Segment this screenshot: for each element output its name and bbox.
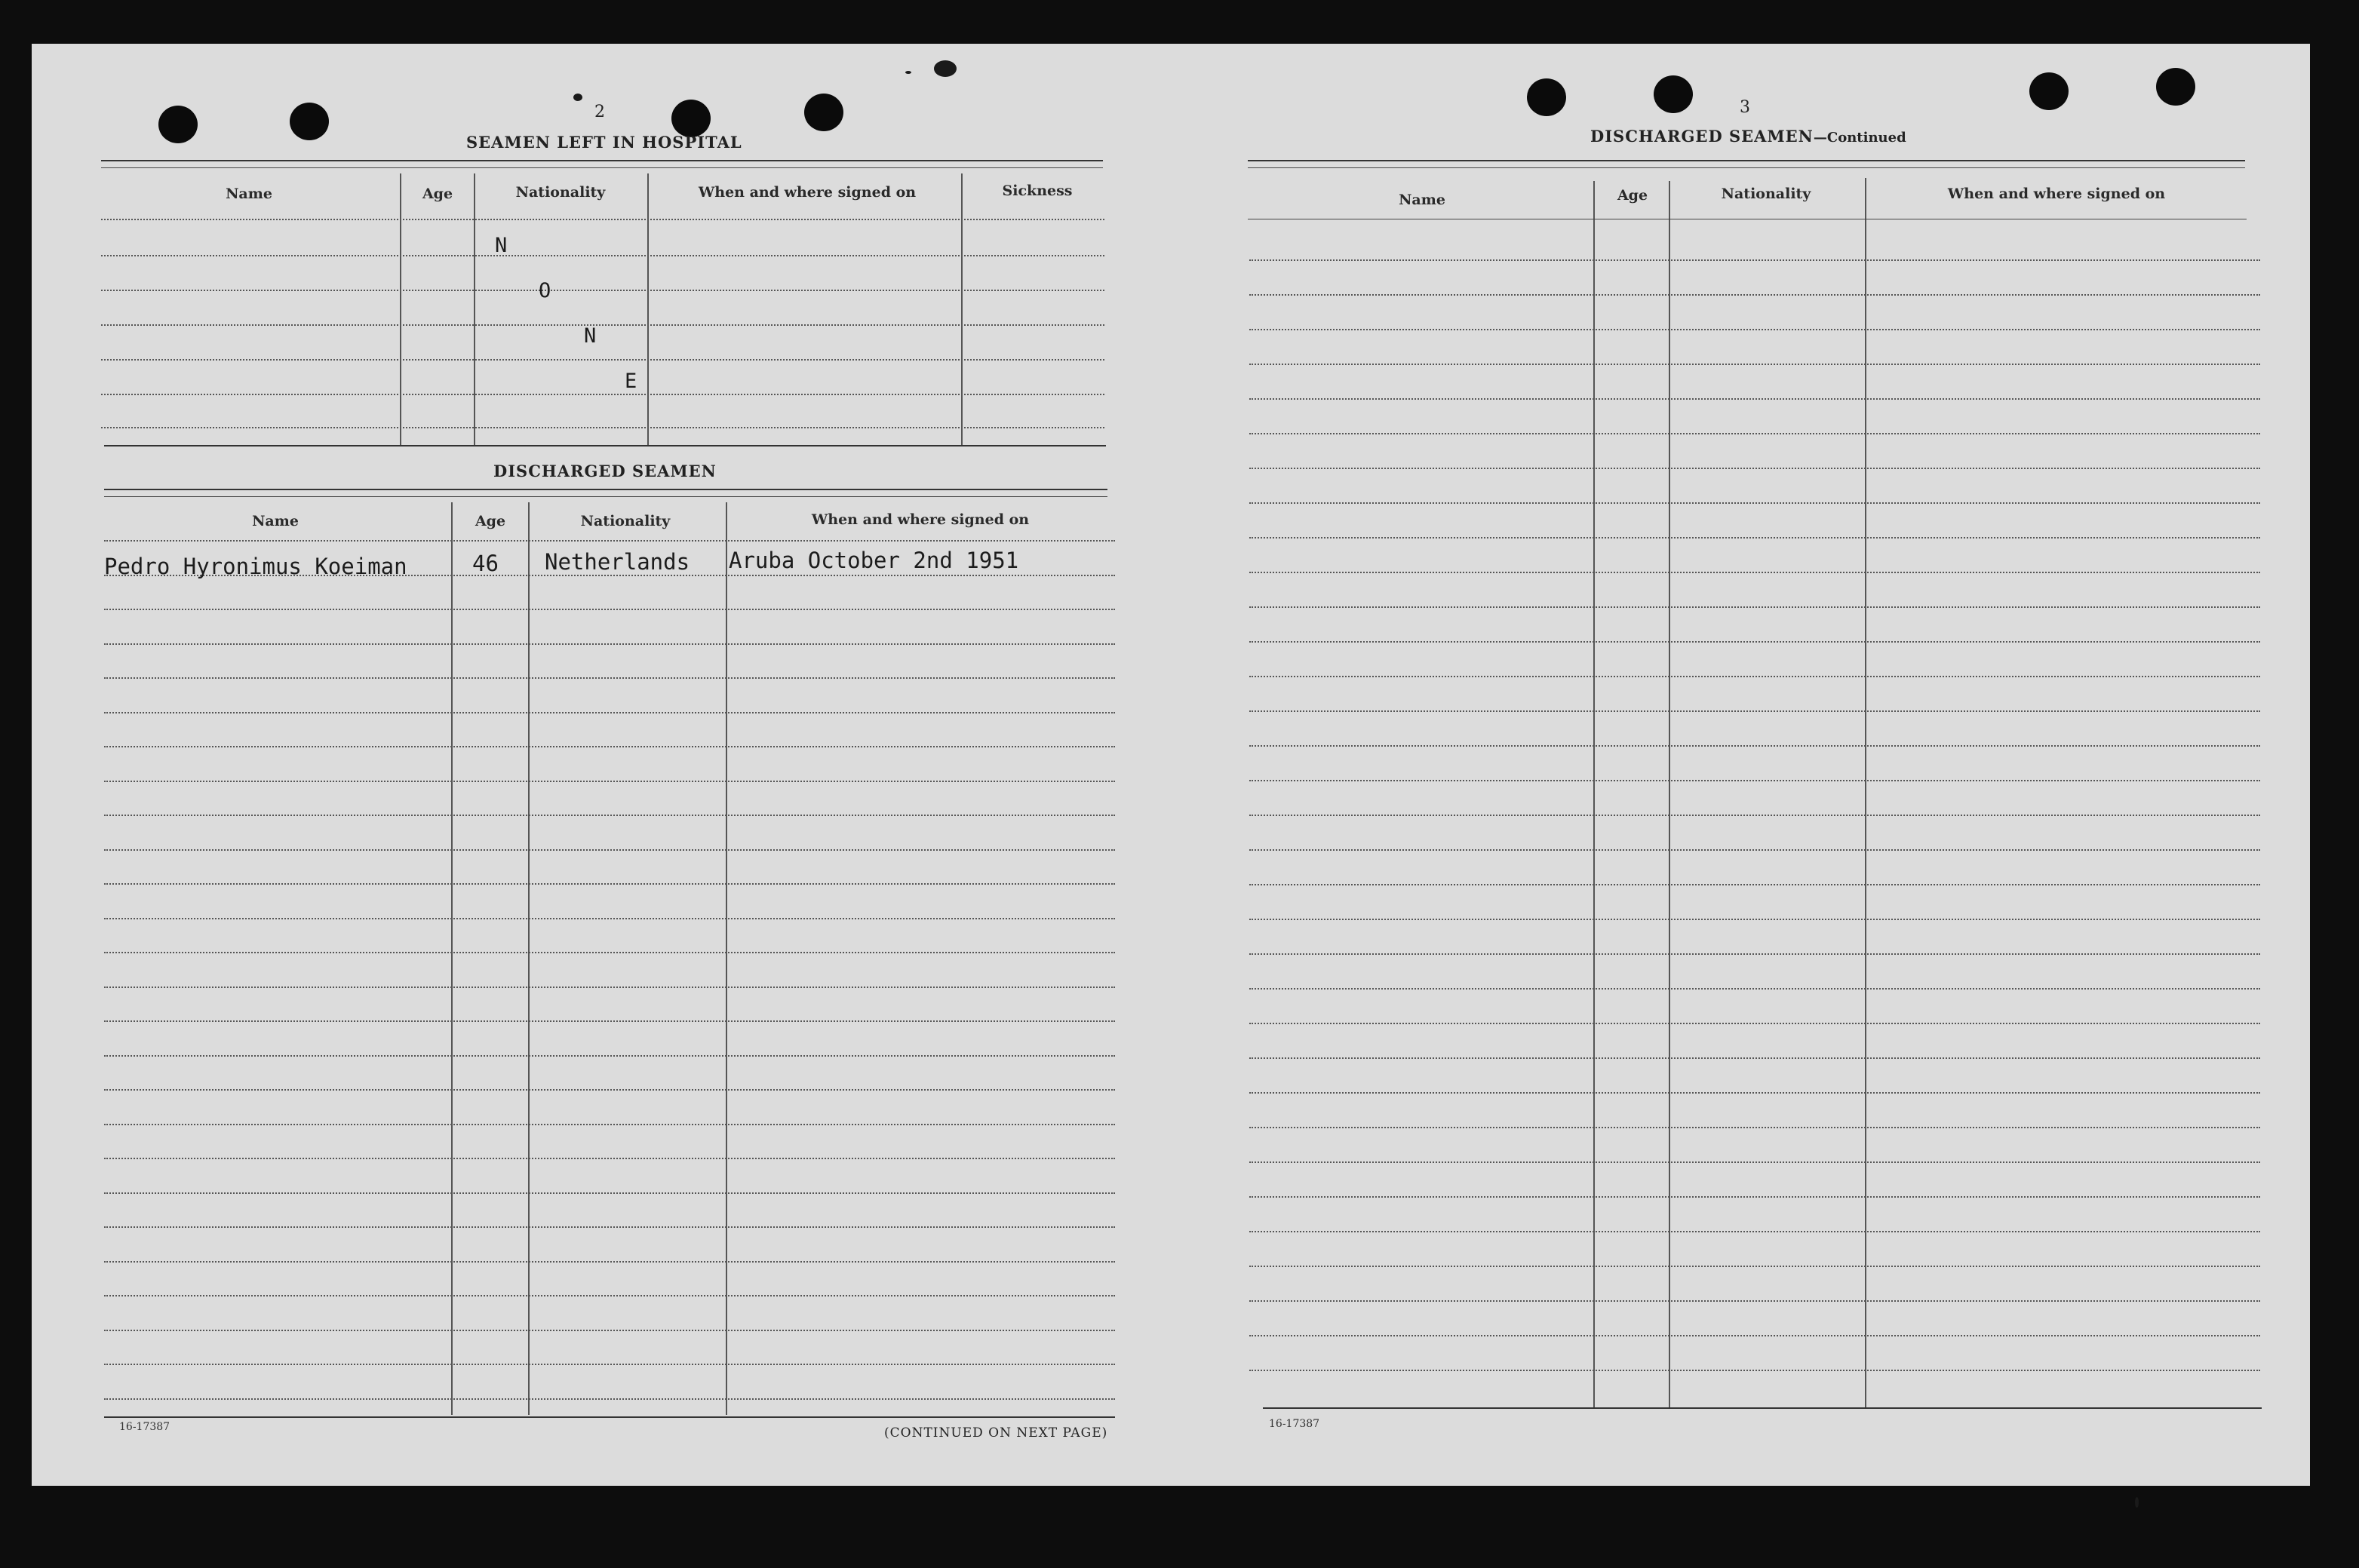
punch-hole	[2156, 68, 2195, 106]
column-divider	[400, 173, 401, 445]
row-line	[1249, 988, 2260, 990]
scan-speck	[905, 71, 911, 74]
row-line	[104, 746, 1115, 747]
row-line	[104, 609, 1115, 610]
row-line	[1249, 780, 2260, 781]
row-line	[104, 1020, 1115, 1022]
row-line	[101, 394, 1104, 395]
bottom-rule	[1263, 1407, 2262, 1409]
row-line	[1249, 572, 2260, 573]
section-rule	[104, 445, 1106, 446]
row-line	[104, 1398, 1115, 1400]
continued-note: (CONTINUED ON NEXT PAGE)	[884, 1425, 1108, 1441]
row-line	[104, 1089, 1115, 1091]
row-line	[101, 219, 1104, 220]
punch-hole	[2029, 72, 2069, 110]
column-divider	[528, 502, 530, 1415]
punch-hole	[671, 100, 711, 137]
col-header-age: Age	[475, 513, 506, 529]
row-line	[1249, 537, 2260, 539]
scan-speck	[2135, 1497, 2139, 1508]
row-line	[104, 1364, 1115, 1365]
col-header-nationality: Nationality	[1721, 186, 1811, 202]
row-line	[1249, 1370, 2260, 1371]
row-line	[1249, 641, 2260, 643]
row-line	[1249, 710, 2260, 712]
row-line	[104, 1192, 1115, 1194]
punch-hole	[1654, 75, 1693, 113]
row-line	[1249, 1057, 2260, 1059]
row-line	[1249, 1092, 2260, 1094]
row-line	[1249, 1127, 2260, 1128]
title-rule	[1248, 160, 2245, 161]
row-line	[104, 781, 1115, 782]
discharged-continued-title	[1590, 127, 1906, 146]
row-line	[104, 1330, 1115, 1331]
row-line	[104, 643, 1115, 645]
title-main: DISCHARGED SEAMEN	[1590, 127, 1814, 146]
row-line	[1249, 1023, 2260, 1024]
row-line	[1249, 1300, 2260, 1302]
row-line	[1249, 815, 2260, 816]
row-line	[104, 1055, 1115, 1057]
title-rule	[1248, 167, 2245, 168]
row-line	[104, 1158, 1115, 1159]
row-line	[1249, 919, 2260, 920]
typed-letter: N	[584, 324, 597, 348]
column-divider	[451, 502, 453, 1415]
col-header-nationality: Nationality	[515, 184, 606, 201]
row-line	[1249, 294, 2260, 296]
row-line	[1249, 953, 2260, 955]
row-line	[1249, 849, 2260, 851]
punch-hole	[290, 103, 329, 140]
seaman-age: 46	[472, 551, 499, 576]
seaman-name: Pedro Hyronimus Koeiman	[104, 554, 407, 579]
title-continued: —Continued	[1813, 130, 1906, 146]
title-rule	[104, 496, 1107, 497]
col-header-signed-on: When and where signed on	[811, 511, 1030, 528]
row-line	[104, 1295, 1115, 1296]
row-line	[101, 290, 1104, 291]
column-divider	[474, 173, 475, 445]
bottom-rule	[104, 1416, 1115, 1418]
typed-letter: E	[625, 370, 637, 393]
title-rule	[101, 167, 1103, 168]
row-line	[1249, 1161, 2260, 1163]
row-line	[104, 1124, 1115, 1125]
row-line	[1249, 1196, 2260, 1198]
col-header-age: Age	[1617, 187, 1648, 204]
punch-hole	[158, 106, 198, 143]
row-line	[101, 324, 1104, 326]
row-line	[104, 918, 1115, 919]
row-line	[1249, 329, 2260, 330]
row-line	[104, 1226, 1115, 1228]
col-header-signed-on: When and where signed on	[1947, 186, 2166, 202]
column-divider	[647, 173, 649, 445]
column-divider	[1865, 178, 1866, 1407]
row-line	[104, 677, 1115, 679]
row-line	[104, 849, 1115, 851]
col-header-name: Name	[226, 186, 272, 202]
row-line	[101, 359, 1104, 361]
row-line	[1249, 1266, 2260, 1267]
column-divider	[961, 173, 963, 445]
row-line	[1249, 676, 2260, 677]
row-line	[104, 540, 1115, 542]
scan-speck	[573, 94, 582, 101]
hospital-section-title: SEAMEN LEFT IN HOSPITAL	[466, 133, 742, 152]
row-line	[1249, 433, 2260, 434]
scan-speck	[934, 60, 957, 77]
col-header-name: Name	[252, 513, 299, 529]
row-line	[1249, 1231, 2260, 1232]
row-line	[104, 1261, 1115, 1263]
typed-letter: N	[495, 234, 508, 257]
row-line	[1249, 468, 2260, 469]
row-line	[1249, 259, 2260, 261]
row-line	[104, 815, 1115, 816]
col-header-sickness: Sickness	[1002, 183, 1073, 199]
col-header-nationality: Nationality	[580, 513, 671, 529]
punch-hole	[1527, 78, 1566, 116]
col-header-age: Age	[422, 186, 453, 202]
row-line	[101, 427, 1104, 428]
page-number: 2	[594, 103, 605, 121]
seaman-nationality: Netherlands	[545, 549, 690, 575]
discharged-section-title: DISCHARGED SEAMEN	[493, 462, 717, 480]
row-line	[1249, 502, 2260, 504]
row-line	[1249, 364, 2260, 365]
form-number: 16-17387	[119, 1421, 170, 1433]
row-line	[1249, 398, 2260, 400]
row-line	[1249, 606, 2260, 608]
row-line	[104, 883, 1115, 885]
column-divider	[726, 502, 727, 1415]
row-line	[104, 952, 1115, 953]
col-header-signed-on: When and where signed on	[698, 184, 917, 201]
row-line	[104, 712, 1115, 713]
col-header-name: Name	[1399, 192, 1445, 208]
row-line	[101, 255, 1104, 256]
title-rule	[101, 160, 1103, 161]
row-line	[1249, 745, 2260, 747]
form-number: 16-17387	[1269, 1418, 1320, 1430]
row-line	[1249, 884, 2260, 885]
seaman-signed-on: Aruba October 2nd 1951	[729, 548, 1019, 573]
row-line	[104, 987, 1115, 988]
typed-letter: O	[539, 279, 551, 302]
page-number: 3	[1740, 98, 1750, 117]
row-line	[1249, 1335, 2260, 1336]
title-rule	[104, 489, 1107, 490]
punch-hole	[804, 94, 843, 131]
